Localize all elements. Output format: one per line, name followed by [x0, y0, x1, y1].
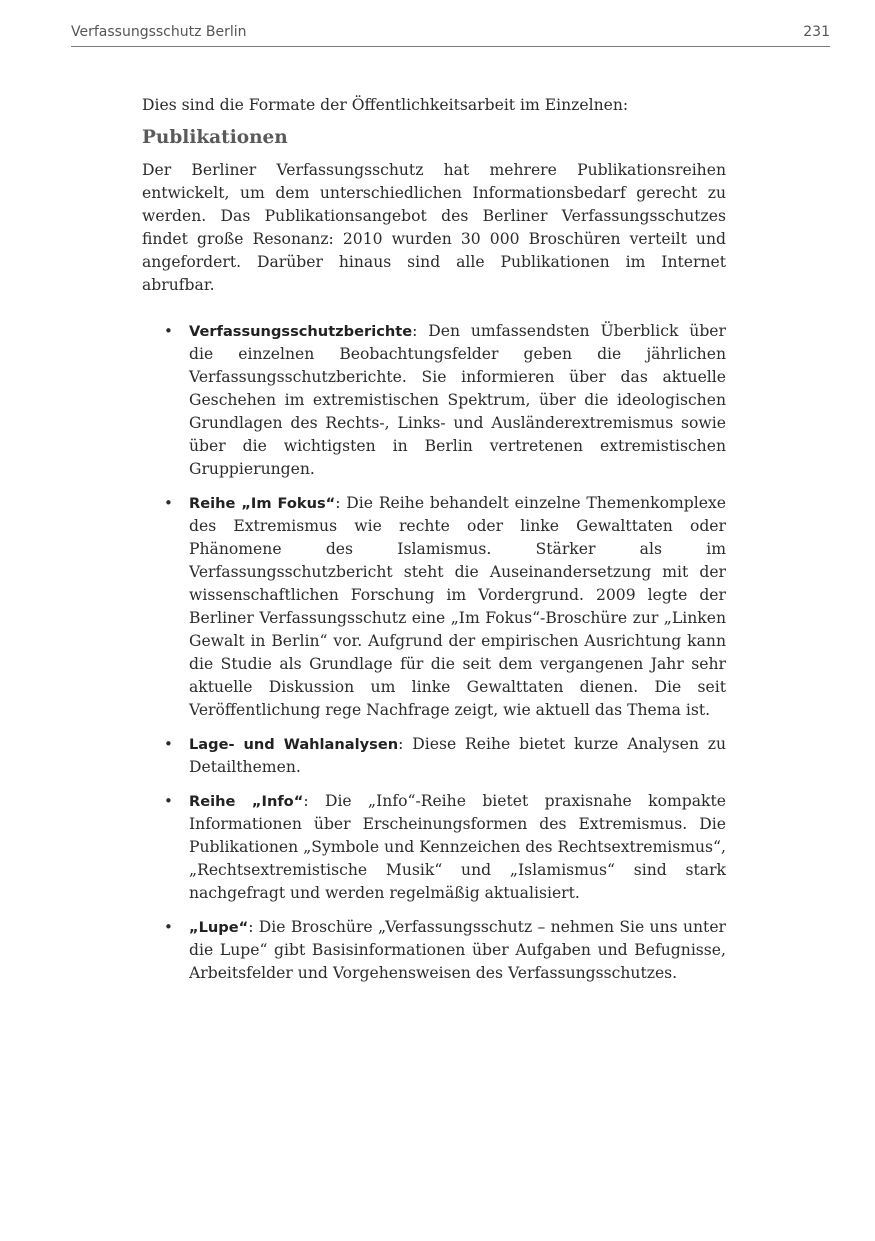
- running-header: [71, 22, 830, 47]
- list-item: [142, 320, 726, 481]
- list-item-term: Reihe „Im Fokus“: [189, 495, 336, 512]
- list-item-term: Verfassungsschutzberichte: [189, 323, 413, 340]
- list-item-term: „Lupe“: [189, 919, 249, 936]
- running-title: Verfassungsschutz Berlin: [71, 24, 247, 40]
- section-heading: Publikationen: [142, 127, 288, 148]
- list-item-text: : Diese Reihe bietet kurze Analysen zu Detailthemen.: [189, 735, 727, 776]
- list-item-text: : Die „Info“-Reihe bietet praxisnahe kompakte Informationen über Erscheinungsformen des Extremismus. Die Publikationen „Symbole und Kennzeichen des Rechtsextremismus“, „Rechtsextremistische Musik“ und „Islamismus“ sind stark nachgefragt und werden regelmäßig aktualisiert.: [189, 792, 726, 902]
- bullet-icon: •: [164, 322, 173, 340]
- page-number: 231: [803, 24, 830, 40]
- bullet-icon: •: [164, 735, 173, 753]
- bullet-icon: •: [164, 494, 173, 512]
- list-item: [142, 916, 726, 985]
- list-item-text: : Den umfassendsten Überblick über die einzelnen Beobachtungsfelder geben die jährlichen Verfassungsschutzberichte. Sie informieren über das aktuelle Geschehen im extremistischen Spektrum, über die ideologischen Grundlagen des Rechts-, Links- und Ausländerextremismus sowie über die wichtigsten in Berlin vertretenen extremistischen Gruppierungen.: [189, 322, 726, 478]
- list-item-text: : Die Reihe behandelt einzelne Themenkomplexe des Extremismus wie rechte oder linke Gewalttaten oder Phänomene des Islamismus. Stärker als im Verfassungsschutzbericht steht die Auseinandersetzung mit der wissenschaftlichen Forschung im Vordergrund. 2009 legte der Berliner Verfassungsschutz eine „Im Fokus“-Broschüre zur „Linken Gewalt in Berlin“ vor. Aufgrund der empirischen Ausrichtung kann die Studie als Grundlage für die seit dem vergangenen Jahr sehr aktuelle Diskussion um linke Gewalttaten dienen. Die seit Veröffentlichung rege Nachfrage zeigt, wie aktuell das Thema ist.: [189, 494, 727, 719]
- publication-list: [142, 320, 726, 985]
- page-content: [142, 94, 726, 996]
- list-item-term: Lage- und Wahlanalysen: [189, 736, 399, 753]
- bullet-icon: •: [164, 918, 173, 936]
- intro-paragraph: Der Berliner Verfassungsschutz hat mehrere Publikationsreihen entwickelt, um dem unterschiedlichen Informationsbedarf gerecht zu werden. Das Publikationsangebot des Berliner Verfassungsschutzes findet große Resonanz: 2010 wurden 30 000 Broschüren verteilt und angefordert. Darüber hinaus sind alle Publikationen im Internet abrufbar.: [142, 161, 726, 294]
- list-item-text: : Die Broschüre „Verfassungsschutz – nehmen Sie uns unter die Lupe“ gibt Basisinformationen über Aufgaben und Befugnisse, Arbeitsfelder und Vorgehensweisen des Verfassungsschutzes.: [189, 918, 726, 982]
- list-item-term: Reihe „Info“: [189, 793, 304, 810]
- bullet-icon: •: [164, 792, 173, 810]
- list-item: [142, 492, 726, 722]
- list-item: [142, 790, 726, 905]
- list-item: [142, 733, 726, 779]
- intro-sentence: Dies sind die Formate der Öffentlichkeitsarbeit im Einzelnen:: [142, 96, 629, 114]
